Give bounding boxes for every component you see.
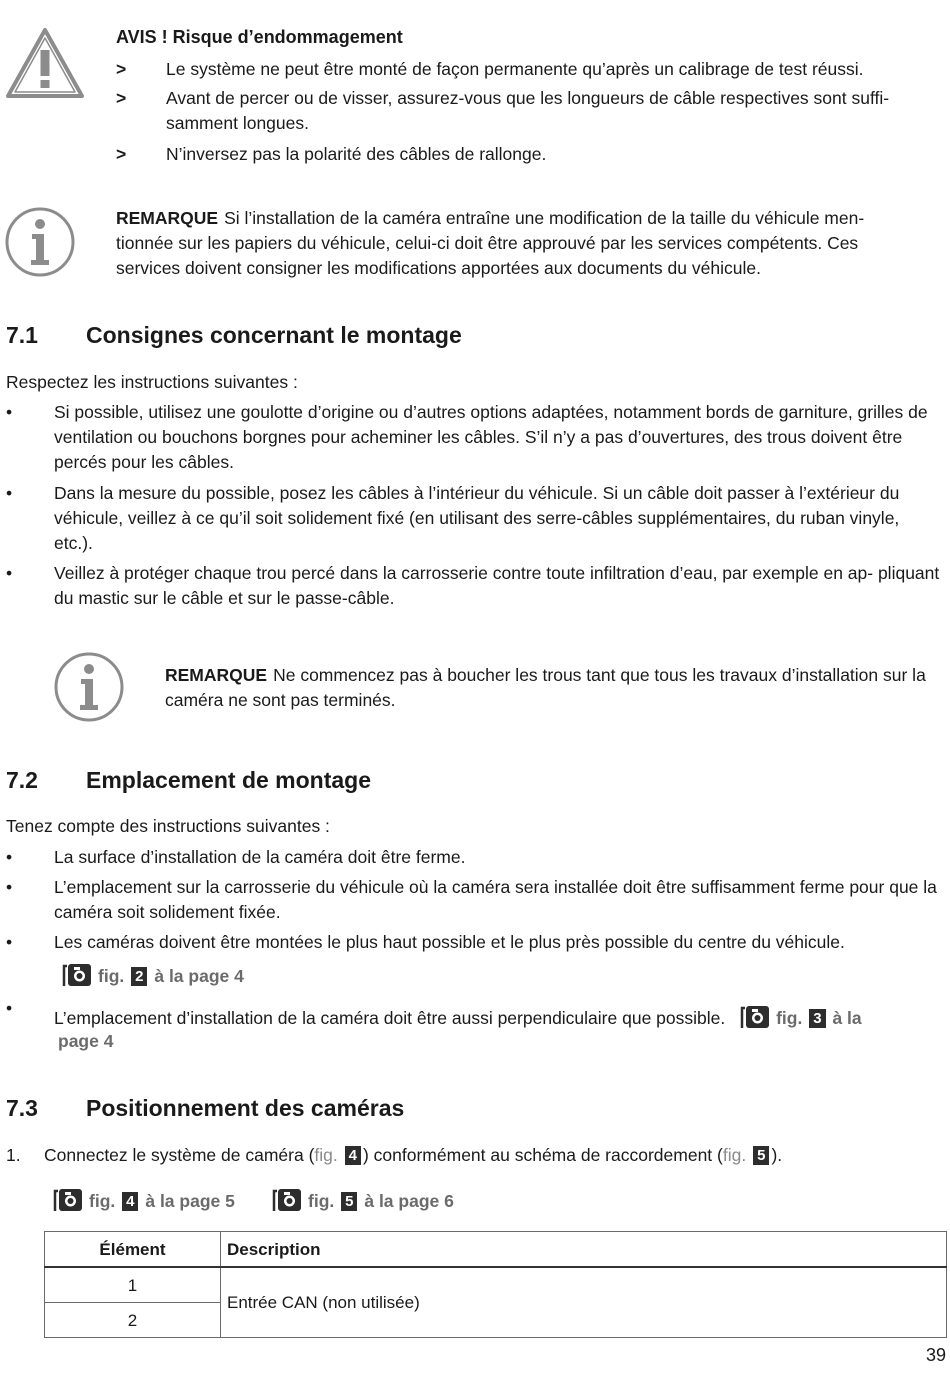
arrow-marker: > [116,59,127,79]
fig-number-box: 5 [753,1146,769,1165]
table-row [45,1267,947,1303]
element-cell: 2 [45,1303,221,1338]
bullet-item [6,930,941,955]
step-number: 1. [6,1145,21,1165]
fig-number-box: 4 [345,1146,361,1165]
arrow-marker: > [116,144,127,164]
camera-icon [740,1004,770,1030]
camera-icon [53,1187,83,1213]
remark-text: Si l’installation de la caméra entraîne une modification de la taille du véhicule men- tionnée sur les papiers du véhicule, celui-ci doit être approuvé par les services compétents. Ces services doivent consigner les modifications apportées aux documents du véhicule. [116,208,865,278]
section-title: Positionnement des caméras [86,1095,405,1121]
bullet-text: Si possible, utilisez une goulotte d’origine ou d’autres options adaptées, notamment bords de garniture, grilles de ventilation ou bouchons borgnes pour acheminer les câbles. S’il n’y a pas d’ouvertures, des trous doivent être percés pour les câbles. [54,402,928,472]
section-number: 7.2 [6,767,38,793]
section-number: 7.3 [6,1095,38,1121]
section-number: 7.1 [6,322,38,348]
step-text-part: ). [771,1145,783,1165]
element-table [44,1231,947,1338]
section-intro: Tenez compte des instructions suivantes : [6,816,330,836]
bullet-text: L’emplacement sur la carrosserie du véhicule où la caméra sera installée doit être suffisamment ferme pour que la caméra soit solidement fixée. [54,877,937,922]
bullet-item [6,481,941,556]
fig-number-box: 2 [131,967,147,986]
bullet-text: La surface d’installation de la caméra doit être ferme. [54,847,466,867]
notice-item-text: Le système ne peut être monté de façon permanente qu’après un calibrage de test réussi. [166,59,864,79]
section-title: Emplacement de montage [86,767,372,793]
notice-item-text: Avant de percer ou de visser, assurez-vous que les longueurs de câble respectives sont suffi- samment longues. [166,88,890,133]
table-header-row [45,1232,947,1268]
fig-suffix: à la page 4 [154,966,244,986]
fig-prefix: fig. [308,1191,335,1211]
fig-number-box: 5 [341,1192,357,1211]
figure-reference-fig5[interactable] [272,1187,454,1214]
remark-label: REMARQUE [116,208,219,228]
fig-suffix: à la page 6 [364,1191,454,1211]
bullet-item [6,845,941,870]
column-header-element: Élément [45,1232,221,1268]
fig-prefix: fig. [776,1008,803,1028]
warning-triangle-icon [4,26,86,100]
fig-link[interactable]: fig. [722,1145,747,1165]
camera-icon [62,962,92,988]
fig-number-box: 4 [122,1192,138,1211]
notice-title: AVIS ! Risque d’endommagement [116,27,403,47]
fig-link[interactable]: fig. [314,1145,338,1165]
remark-text: Ne commencez pas à boucher les trous tant que tous les travaux d’installation sur la caméra ne sont pas terminés. [165,665,926,710]
fig-suffix: à la page 5 [145,1191,235,1211]
figure-reference-fig4[interactable] [53,1187,235,1214]
bullet-glyph: • [6,998,13,1018]
figure-reference-fig2[interactable] [62,962,244,989]
step-text [44,1143,944,1168]
step-text-part: ) conformément au schéma de raccordement ( [362,1145,723,1165]
bullet-text: L’emplacement d’installation de la caméra doit être aussi perpendiculaire que possible. [54,1008,726,1028]
step-text-part: Connectez le système de caméra ( [44,1145,315,1165]
fig-prefix: fig. [89,1191,116,1211]
bullet-glyph: • [6,402,13,422]
camera-icon [272,1187,302,1213]
figure-reference-fig3[interactable] [740,1008,862,1028]
column-header-description: Description [221,1232,947,1268]
section-heading [6,1093,404,1123]
notice-item [116,86,936,136]
bullet-glyph: • [6,932,13,952]
element-cell: 1 [45,1267,221,1303]
bullet-item [6,561,941,611]
fig-suffix: à la [832,1008,862,1028]
remark-block [116,206,926,281]
fig-number-box: 3 [809,1009,825,1028]
bullet-glyph: • [6,563,13,583]
fig-suffix-continued: page 4 [58,1031,114,1051]
section-intro: Respectez les instructions suivantes : [6,372,298,392]
page-number: 39 [925,1345,946,1365]
remark-label: REMARQUE [165,665,268,685]
remark-block [165,663,940,713]
info-icon [53,651,125,723]
bullet-text: Dans la mesure du possible, posez les câbles à l’intérieur du véhicule. Si un câble doit passer à l’extérieur du véhicule, veillez à ce qu’il soit solidement fixé (en utilisant des serre-câbles supplémentaires, du ruban vinyle, etc.). [54,483,900,553]
description-cell: Entrée CAN (non utilisée) [221,1267,947,1338]
bullet-glyph: • [6,847,13,867]
bullet-item [6,400,941,475]
section-heading [6,320,462,350]
bullet-item [54,1004,944,1031]
bullet-glyph: • [6,877,13,897]
notice-item [116,142,936,167]
section-title: Consignes concernant le montage [86,322,462,348]
bullet-item [6,875,941,925]
bullet-text: Veillez à protéger chaque trou percé dans la carrosserie contre toute infiltration d’eau, par exemple en ap- pliquant du mastic sur le câble et sur le passe-câble. [54,563,940,608]
info-icon [4,206,76,278]
arrow-marker: > [116,88,127,108]
bullet-glyph: • [6,483,13,503]
bullet-text: Les caméras doivent être montées le plus haut possible et le plus près possible du centre du véhicule. [54,932,845,952]
section-heading [6,765,371,795]
notice-item [116,57,936,82]
notice-item-text: N’inversez pas la polarité des câbles de rallonge. [166,144,547,164]
fig-prefix: fig. [98,966,125,986]
